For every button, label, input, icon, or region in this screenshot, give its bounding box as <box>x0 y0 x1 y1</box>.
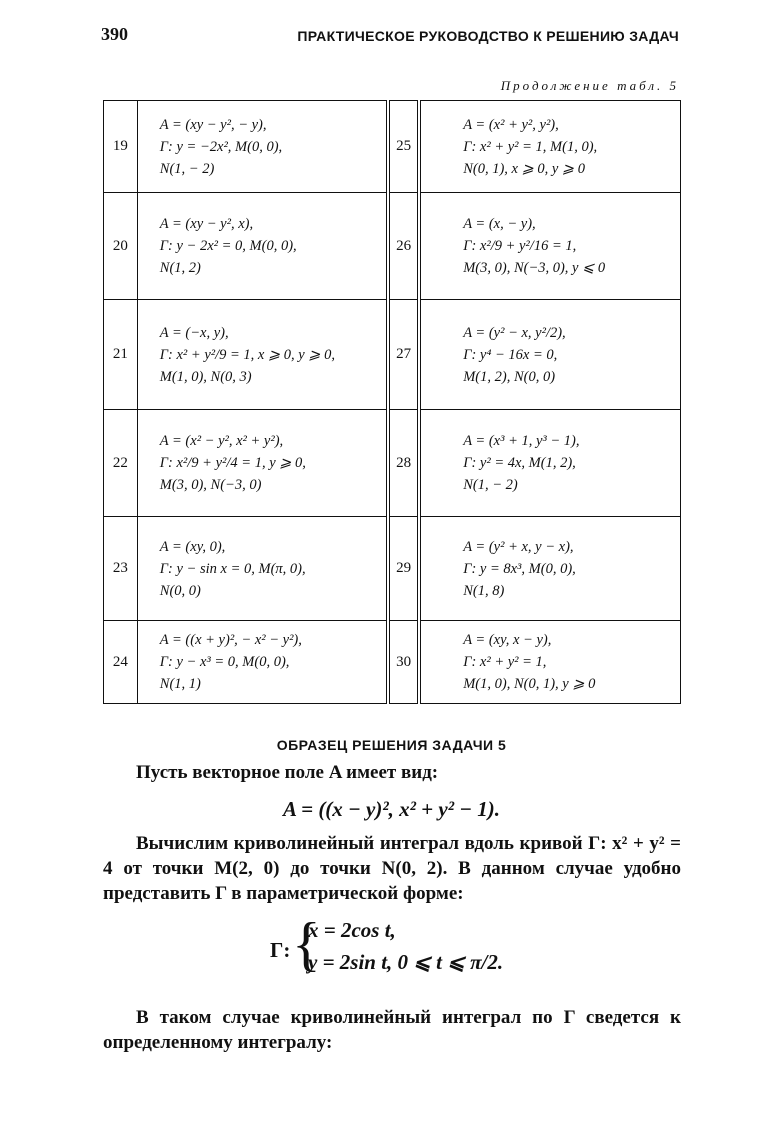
formula-line: N(1, 2) <box>159 260 201 276</box>
formula-line: N(1, 8) <box>463 582 505 599</box>
task-formula <box>419 410 680 517</box>
formula-line: A = (y² − x, y²/2), <box>463 324 566 341</box>
formula-line: A = (x³ + 1, y³ − 1), <box>463 433 580 449</box>
task-number: 24 <box>104 621 138 704</box>
formula-line: Γ: x² + y² = 1, M(1, 0), <box>463 138 598 155</box>
formula-line: N(0, 1), x ⩾ 0, y ⩾ 0 <box>463 160 585 177</box>
task-formula <box>137 101 388 193</box>
formula-line: A = (x² + y², y²), <box>463 116 559 133</box>
formula-line: A = (y² + x, y − x), <box>463 538 574 555</box>
formula-line: M(1, 0), N(0, 1), y ⩾ 0 <box>463 676 596 692</box>
formula-line: A = (x, − y), <box>463 216 536 232</box>
table-row <box>104 300 681 410</box>
task-number: 22 <box>104 410 138 517</box>
formula-line: Γ: y = 8x³, M(0, 0), <box>463 560 576 577</box>
formula-line: Γ: y − sin x = 0, M(π, 0), <box>159 560 306 577</box>
paragraph-intro: Пусть векторное поле A имеет вид: <box>136 762 439 783</box>
brace-icon: { <box>292 911 321 977</box>
formula-line: Γ: x² + y² = 1, <box>463 654 547 670</box>
table-row <box>104 101 681 193</box>
task-number: 27 <box>388 300 419 410</box>
formula-line: M(1, 2), N(0, 0) <box>463 368 556 385</box>
formula-line: Γ: y = −2x², M(0, 0), <box>159 138 283 155</box>
formula-line: A = (xy − y², − y), <box>159 116 267 133</box>
formula-line: M(3, 0), N(−3, 0), y ⩽ 0 <box>463 260 606 276</box>
task-number: 30 <box>388 621 419 704</box>
task-formula <box>419 101 680 193</box>
table-row <box>104 410 681 517</box>
formula-line: Γ: y⁴ − 16x = 0, <box>463 346 558 363</box>
task-formula <box>137 193 388 300</box>
formula-line: A = ((x + y)², − x² − y²), <box>159 632 302 648</box>
task-number: 28 <box>388 410 419 517</box>
formula-line: M(3, 0), N(−3, 0) <box>159 477 262 493</box>
paragraph-conclusion: В таком случае криволинейный интеграл по Γ сведется к определенному интегралу: <box>103 1007 681 1053</box>
section-title: ОБРАЗЕЦ РЕШЕНИЯ ЗАДАЧИ 5 <box>276 737 507 753</box>
formula-line: N(1, − 2) <box>159 160 215 177</box>
formula-line: N(1, 1) <box>159 676 201 692</box>
task-formula <box>137 300 388 410</box>
formula-line: Γ: x²/9 + y²/16 = 1, <box>463 238 577 254</box>
formula-line: Γ: y − 2x² = 0, M(0, 0), <box>159 238 297 254</box>
formula-line: A = (x² − y², x² + y²), <box>159 433 284 449</box>
formula-line: N(1, − 2) <box>463 477 518 493</box>
vector-field-equation: A = ((x − y)², x² + y² − 1). <box>283 797 500 821</box>
tasks-table <box>103 100 681 704</box>
running-head: ПРАКТИЧЕСКОЕ РУКОВОДСТВО К РЕШЕНИЮ ЗАДАЧ <box>297 28 679 44</box>
formula-line: A = (xy, 0), <box>159 538 226 555</box>
table-row <box>104 621 681 704</box>
task-number: 29 <box>388 517 419 621</box>
task-formula <box>419 300 680 410</box>
formula-line: Γ: y² = 4x, M(1, 2), <box>463 455 576 471</box>
task-number: 25 <box>388 101 419 193</box>
task-formula <box>137 621 388 704</box>
formula-line: Γ: y − x³ = 0, M(0, 0), <box>159 654 290 670</box>
task-formula <box>419 517 680 621</box>
formula-line: Γ: x² + y²/9 = 1, x ⩾ 0, y ⩾ 0, <box>159 346 335 363</box>
task-number: 20 <box>104 193 138 300</box>
page-number: 390 <box>101 24 128 44</box>
table-row <box>104 193 681 300</box>
task-formula <box>137 517 388 621</box>
task-number: 26 <box>388 193 419 300</box>
task-number: 23 <box>104 517 138 621</box>
paragraph-curve: Вычислим криволинейный интеграл вдоль кривой Γ: x² + y² = 4 от точки M(2, 0) до точки N(0, 2). В данном случае удобно представить Γ в параметрической форме: <box>103 833 681 904</box>
table-continuation-label: Продолжение табл. 5 <box>500 78 679 93</box>
formula-line: A = (xy − y², x), <box>159 216 254 232</box>
task-formula <box>419 621 680 704</box>
task-number: 19 <box>104 101 138 193</box>
formula-line: M(1, 0), N(0, 3) <box>159 368 252 385</box>
task-formula <box>137 410 388 517</box>
param-line-x: x = 2cos t, <box>308 918 396 942</box>
formula-line: Γ: x²/9 + y²/4 = 1, y ⩾ 0, <box>159 455 306 471</box>
param-label: Γ: <box>270 938 291 962</box>
formula-line: A = (xy, x − y), <box>463 632 552 648</box>
formula-line: A = (−x, y), <box>159 324 229 341</box>
formula-line: N(0, 0) <box>159 582 201 599</box>
task-number: 21 <box>104 300 138 410</box>
task-formula <box>419 193 680 300</box>
param-line-y: y = 2sin t, 0 ⩽ t ⩽ π/2. <box>308 950 504 974</box>
table-row <box>104 517 681 621</box>
